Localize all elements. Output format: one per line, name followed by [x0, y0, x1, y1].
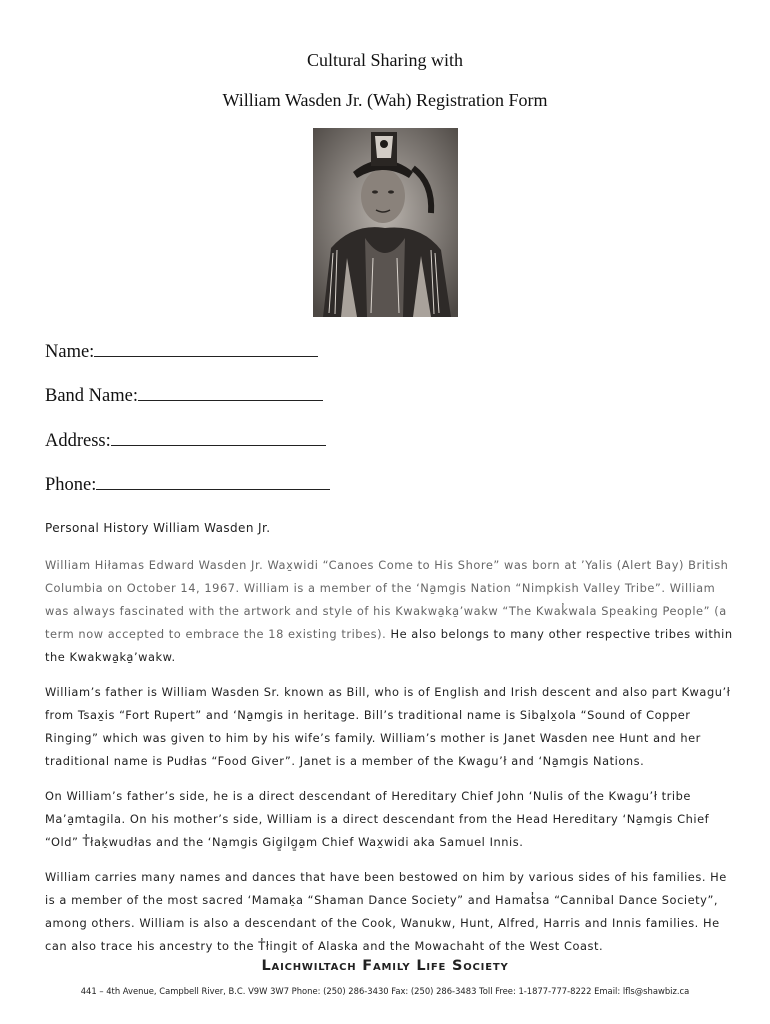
history-heading: Personal History William Wasden Jr. — [45, 521, 271, 535]
name-input-line[interactable] — [94, 340, 318, 357]
form-title-line1: Cultural Sharing with — [307, 50, 463, 70]
organization-contact: 441 – 4th Avenue, Campbell River, B.C. V9W 3W7 Phone: (250) 286-3430 Fax: (250) 286-3483 Toll Free: 1-1877-777-8222 Email: lfls@shawbiz.ca — [80, 986, 690, 996]
address-input-line[interactable] — [111, 429, 326, 446]
history-paragraph-1 — [45, 554, 735, 669]
portrait-illustration — [313, 128, 458, 317]
name-label: Name: — [45, 342, 95, 362]
form-title-line2: William Wasden Jr. (Wah) Registration Form — [222, 90, 548, 110]
organization-name: Laichwiltach Family Life Society — [261, 958, 509, 974]
history-paragraph-4: William carries many names and dances that have been bestowed on him by various sides of his families. He is a member of the most sacred ‘Mamak̠a “Shaman Dance Society” and Hamat̓sa “Cannibal Dance Society”, among others. William is also a descendant of the Cook, Wanukw, Hunt, Alfred, Harris and Innis families. He can also trace his ancestry to the T̓łingit of Alaska and the Mowachaht of the West Coast. — [45, 870, 727, 953]
portrait-photo — [313, 128, 458, 317]
band-name-field[interactable] — [45, 384, 323, 407]
band-name-input-line[interactable] — [138, 384, 323, 401]
address-field[interactable] — [45, 429, 326, 452]
name-field[interactable] — [45, 340, 318, 363]
history-paragraph-1-part-b: He also belongs to many other respective tribes within the Kwakwa̱ka̱’wakw. — [45, 627, 733, 664]
history-paragraph-1-part-a: William Hiłamas Edward Wasden Jr. Wax̱widi “Canoes Come to His Shore” was born at ’Yalis (Alert Bay) British Columbia on October 14, 1967. William is a member of the ‘Na̱mgis Nation “Nimpkish Valley Tribe”. William was always fascinated with the artwork and style of his Kwakwa̱ka̱’wakw “The Kwak̓wala Speaking People” (a term now accepted to embrace the 18 existing tribes). — [45, 558, 729, 641]
phone-input-line[interactable] — [96, 473, 330, 490]
history-paragraph-3: On William’s father’s side, he is a direct descendant of Hereditary Chief John ‘Nulis of the Kwagu’ł tribe Ma’a̱mtagila. On his mother’s side, William is a direct descendant from the Head Hereditary ‘Na̱mgis Chief “Old” T̓łak̠wudłas and the ‘Na̱mgis Gig̱ilg̱a̱m Chief Wax̱widi aka Samuel Innis. — [45, 789, 710, 849]
history-paragraph-2: William’s father is William Wasden Sr. known as Bill, who is of English and Irish descent and also part Kwagu’ł from Tsax̱is “Fort Rupert” and ‘Na̱mgis in heritage. Bill’s traditional name is Siba̱lx̱ola “Sound of Copper Ringing” which was given to him by his wife’s family. William’s mother is Janet Wasden nee Hunt and her traditional name is Pudłas “Food Giver”. Janet is a member of the Kwagu’ł and ‘Na̱mgis Nations. — [45, 685, 731, 768]
band-name-label: Band Name: — [45, 386, 138, 406]
phone-label: Phone: — [45, 475, 97, 495]
address-label: Address: — [45, 431, 111, 451]
phone-field[interactable] — [45, 473, 330, 496]
